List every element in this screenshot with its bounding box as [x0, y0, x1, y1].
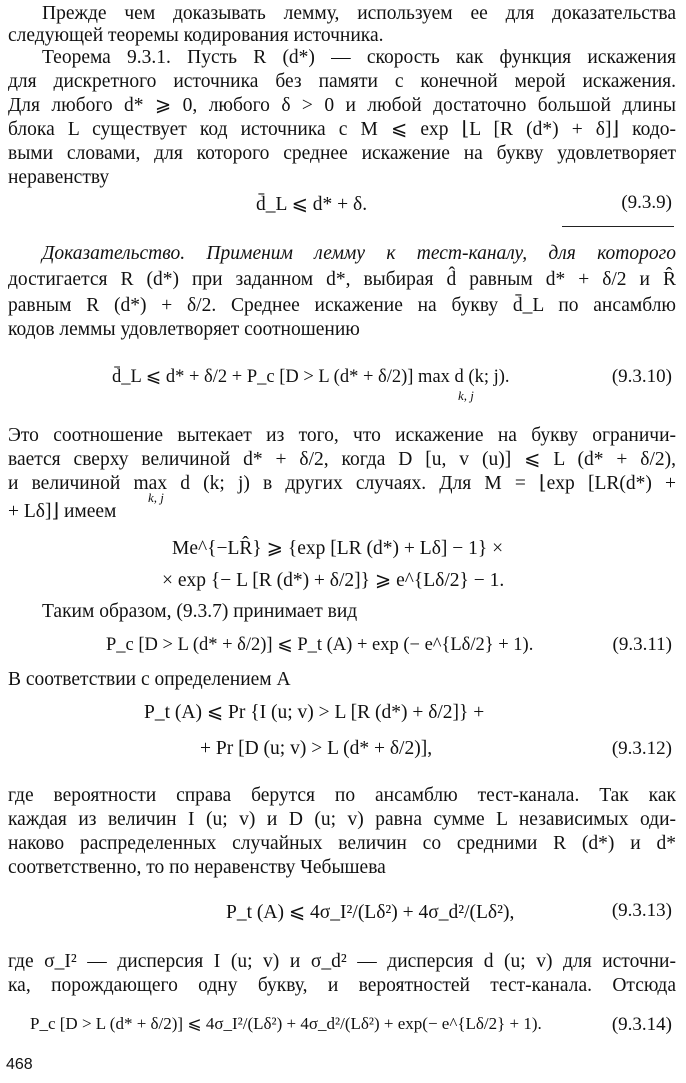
- text-line: наково распределенных случайных величин со средними R (d*) и d*: [8, 833, 676, 854]
- text-line: блока L существует код источника с M ⩽ exp ⌊L [R (d*) + δ]⌋ кодо-: [8, 119, 676, 140]
- equation-9-3-9: d̄_L ⩽ d* + δ.: [256, 194, 368, 215]
- max-subscript: k, j: [148, 490, 164, 505]
- text-line: выми словами, для которого среднее искажение на букву удовлетворяет: [8, 143, 676, 164]
- text-line: равным R (d*) + δ/2. Среднее искажение на букву d̄̄_L по ансамблю: [8, 295, 676, 316]
- text-line: и величиной max d (k; j) в других случаях. Для M = ⌊exp [LR(d*) +: [8, 473, 676, 494]
- proof-line: Доказательство. Применим лемму к тест-каналу, для которого: [42, 243, 676, 264]
- text-line: где вероятности справа берутся по ансамблю тест-канала. Так как: [8, 785, 676, 806]
- text-line: Таким образом, (9.3.7) принимает вид: [42, 601, 358, 622]
- text-line: соответственно, то по неравенству Чебышева: [8, 857, 386, 878]
- equation-9-3-12-a: P_t (A) ⩽ Pr {I (u; v) > L [R (d*) + δ/2]} +: [144, 702, 485, 723]
- text-line: + Lδ]⌋ имеем: [8, 501, 117, 522]
- equation-9-3-13: P_t (A) ⩽ 4σ_I²/(Lδ²) + 4σ_d²/(Lδ²),: [226, 902, 515, 923]
- text-line: где σ_I² — дисперсия I (u; v) и σ_d² — дисперсия d (u; v) для источни-: [8, 951, 676, 972]
- text-line: каждая из величин I (u; v) и D (u; v) равна сумме L независимых оди-: [8, 809, 676, 830]
- text-line: следующей теоремы кодирования источника.: [8, 25, 384, 46]
- end-of-theorem-rule: [562, 226, 674, 227]
- text-line: кодов леммы удовлетворяет соотношению: [8, 319, 360, 340]
- text-line: Прежде чем доказывать лемму, используем ее для доказательства: [42, 3, 676, 24]
- text-line: неравенству: [8, 167, 110, 188]
- equation-number: (9.3.11): [612, 634, 672, 655]
- max-subscript: k, j: [458, 388, 474, 403]
- equation-9-3-11: P_c [D > L (d* + δ/2)] ⩽ P_t (A) + exp (− e^{Lδ/2} + 1).: [106, 635, 534, 655]
- equation-number: (9.3.13): [611, 900, 672, 921]
- text-line: достигается R (d*) при заданном d*, выбирая d̂ равным d* + δ/2 и R̂: [8, 269, 676, 290]
- equation-bound-b: × exp {− L [R (d*) + δ/2]} ⩾ e^{Lδ/2} − 1.: [162, 570, 505, 591]
- page-number: 468: [6, 1056, 33, 1073]
- equation-number: (9.3.9): [621, 192, 672, 213]
- text-line: ка, порождающего одну букву, и вероятностей тест-канала. Отсюда: [8, 975, 676, 996]
- theorem-heading: Теорема 9.3.1. Пусть R (d*) — скорость как функция искажения: [42, 47, 676, 68]
- text-line: для дискретного источника без памяти с конечной мерой искажения.: [8, 71, 676, 92]
- equation-9-3-12-b: + Pr [D (u; v) > L (d* + δ/2)],: [200, 738, 433, 759]
- equation-9-3-14: P_c [D > L (d* + δ/2)] ⩽ 4σ_I²/(Lδ²) + 4σ_d²/(Lδ²) + exp(− e^{Lδ/2} + 1).: [30, 1014, 542, 1033]
- equation-9-3-10: d̄̄_L ⩽ d* + δ/2 + P_c [D > L (d* + δ/2)] max d (k; j).: [112, 367, 510, 387]
- equation-number: (9.3.14): [611, 1014, 672, 1035]
- text-line: Для любого d* ⩾ 0, любого δ > 0 и любой достаточно большой длины: [8, 95, 676, 116]
- equation-bound-a: Me^{−LR̂} ⩾ {exp [LR (d*) + Lδ] − 1} ×: [172, 538, 504, 559]
- equation-number: (9.3.10): [611, 366, 672, 387]
- text-line: Это соотношение вытекает из того, что искажение на букву ограничи-: [8, 425, 676, 446]
- text-line: вается сверху величиной d* + δ/2, когда D [u, v (u)] ⩽ L (d* + δ/2),: [8, 449, 676, 470]
- equation-number: (9.3.12): [611, 738, 672, 759]
- text-line: В соответствии с определением A: [8, 669, 291, 690]
